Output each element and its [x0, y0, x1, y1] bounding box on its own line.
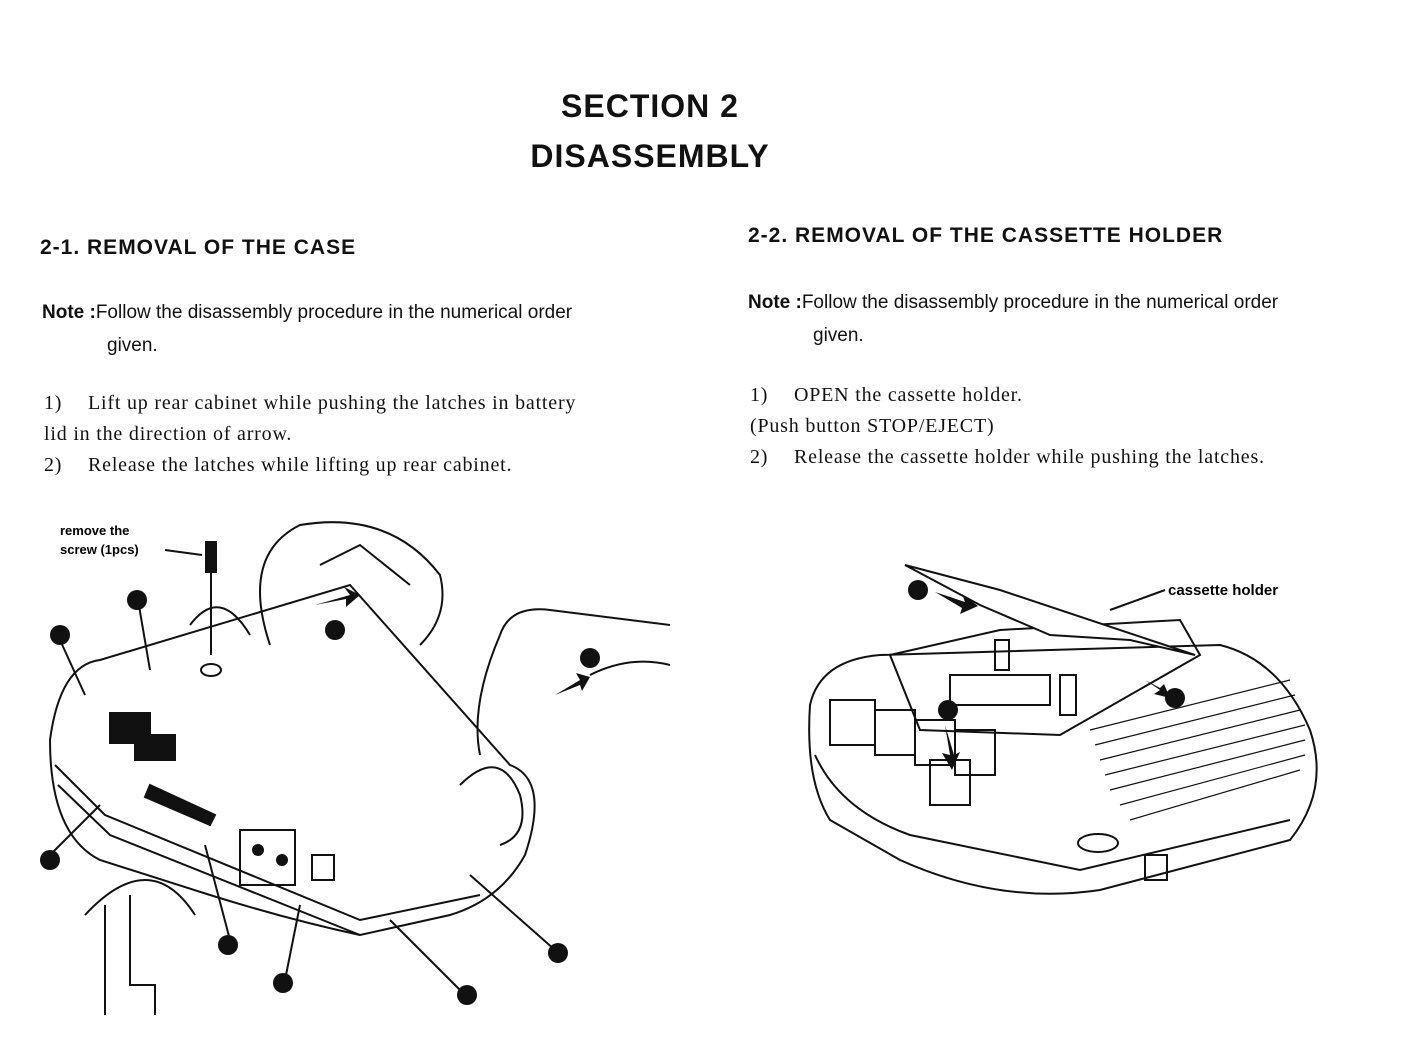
step-text: Lift up rear cabinet while pushing the latches in battery [88, 392, 577, 414]
step-marker [325, 620, 345, 640]
left-step-1-cont: lid in the direction of arrow. [44, 423, 293, 445]
step-marker [50, 625, 70, 645]
left-note-text: Follow the disassembly procedure in the numerical order [95, 302, 573, 323]
right-step-1-cont: (Push button STOP/EJECT) [750, 415, 995, 437]
right-step-2 [750, 442, 1405, 473]
case-rim [55, 765, 480, 920]
right-step-1 [750, 380, 1405, 411]
right-steps [750, 380, 1405, 473]
left-note [42, 296, 702, 362]
screw-callout-line2: screw (1pcs) [60, 542, 139, 557]
left-note-label: Note : [42, 302, 96, 323]
left-step-2 [44, 450, 704, 481]
step-text: Release the cassette holder while pushing the latches. [794, 446, 1265, 468]
step-marker [580, 648, 600, 668]
screw-callout-line1: remove the [60, 523, 130, 538]
cassette-body-outline [50, 585, 535, 935]
right-heading: 2-2. REMOVAL OF THE CASSETTE HOLDER [748, 224, 1224, 247]
left-note-cont: given. [107, 335, 158, 356]
step-marker [457, 985, 477, 1005]
step-number: 1) [750, 384, 769, 406]
section-title: DISASSEMBLY [530, 138, 770, 174]
step-text: OPEN the cassette holder. [794, 384, 1023, 406]
section-number: SECTION 2 [561, 88, 739, 124]
recorder-body-outline [809, 645, 1317, 894]
right-note-cont: given. [813, 325, 864, 346]
step-marker [548, 943, 568, 963]
left-step-1 [44, 388, 704, 419]
case-removal-figure [30, 515, 670, 1025]
step-number: 2) [44, 454, 63, 476]
cassette-holder-callout: cassette holder [1168, 582, 1279, 599]
cassette-holder-figure [800, 560, 1360, 930]
step-marker [908, 580, 928, 600]
step-marker [938, 700, 958, 720]
step-text: Release the latches while lifting up rear cabinet. [88, 454, 513, 476]
step-marker [1165, 688, 1185, 708]
step-number: 1) [44, 392, 63, 414]
step-number: 2) [750, 446, 769, 468]
right-note [748, 286, 1408, 352]
step-marker [273, 973, 293, 993]
step-marker [218, 935, 238, 955]
left-steps [44, 388, 704, 481]
step-marker [127, 590, 147, 610]
left-heading: 2-1. REMOVAL OF THE CASE [40, 236, 357, 259]
right-note-label: Note : [748, 292, 802, 313]
step-marker [40, 850, 60, 870]
right-note-text: Follow the disassembly procedure in the numerical order [801, 292, 1279, 313]
